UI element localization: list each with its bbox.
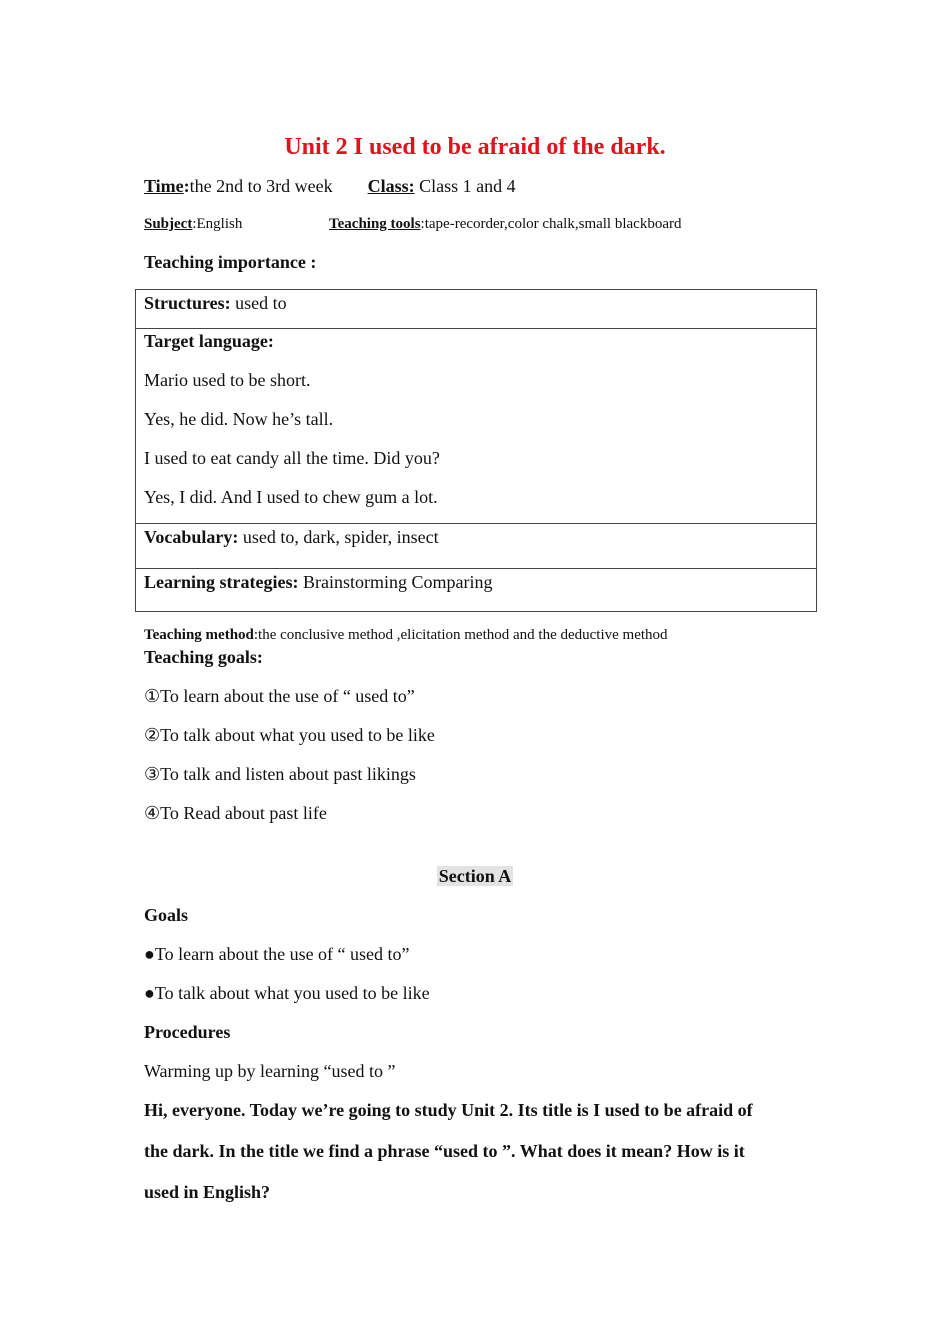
goal-item: ④To Read about past life (144, 803, 327, 823)
tools-label: Teaching tools (329, 216, 421, 232)
target-line: Mario used to be short. (144, 370, 311, 390)
intro-line: the dark. In the title we find a phrase “used to ”. What does it mean? How is it (144, 1141, 745, 1161)
structures-label: Structures: (144, 293, 231, 313)
importance-heading: Teaching importance : (144, 252, 317, 272)
subject-line (144, 216, 242, 233)
goal-item: ③To talk and listen about past likings (144, 764, 416, 784)
tools-line (329, 216, 682, 233)
strategies-label: Learning strategies: (144, 572, 299, 592)
time-colon: : (183, 176, 190, 196)
procedures-heading: Procedures (144, 1022, 231, 1042)
goal-item: ①To learn about the use of “ used to” (144, 686, 415, 706)
table-row-target (136, 328, 816, 524)
table-row-vocabulary (136, 523, 816, 569)
method-value: :the conclusive method ,elicitation method and the deductive method (253, 627, 668, 643)
target-line: I used to eat candy all the time. Did you? (144, 448, 440, 468)
tools-value: :tape-recorder,color chalk,small blackboard (420, 216, 682, 232)
section-goals-heading: Goals (144, 905, 189, 925)
class-label: Class: (367, 176, 415, 196)
document-title: Unit 2 I used to be afraid of the dark. (284, 134, 666, 160)
time-class-line (144, 176, 516, 197)
vocabulary-label: Vocabulary: (144, 527, 239, 547)
subject-label: Subject (144, 216, 193, 232)
intro-line: Hi, everyone. Today we’re going to study Unit 2. Its title is I used to be afraid of (144, 1100, 753, 1120)
strategies-value: Brainstorming Comparing (298, 572, 493, 592)
intro-line: used in English? (144, 1182, 271, 1202)
goal-item: ②To talk about what you used to be like (144, 725, 435, 745)
importance-table (135, 289, 817, 612)
time-value: the 2nd to 3rd week (189, 176, 333, 196)
time-label: Time (144, 176, 184, 196)
method-label: Teaching method (144, 627, 254, 643)
section-title (0, 866, 950, 887)
table-row-strategies (136, 568, 816, 612)
table-row-structures (136, 290, 816, 328)
goals-heading: Teaching goals: (144, 647, 263, 667)
section-title-text: Section A (438, 866, 512, 886)
strategies-cell (144, 572, 492, 593)
section-goal-item: ●To talk about what you used to be like (144, 983, 430, 1003)
structures-cell (144, 293, 287, 314)
structures-value: used to (230, 293, 287, 313)
warming-up-line: Warming up by learning “used to ” (144, 1061, 396, 1081)
target-line: Yes, I did. And I used to chew gum a lot. (144, 487, 438, 507)
target-label: Target language: (144, 331, 274, 351)
section-goal-item: ●To learn about the use of “ used to” (144, 944, 410, 964)
vocabulary-value: used to, dark, spider, insect (238, 527, 439, 547)
method-line (144, 627, 668, 644)
target-line: Yes, he did. Now he’s tall. (144, 409, 334, 429)
intro-paragraph (144, 1090, 814, 1213)
class-value: Class 1 and 4 (414, 176, 516, 196)
vocabulary-cell (144, 527, 439, 548)
subject-value: :English (192, 216, 243, 232)
